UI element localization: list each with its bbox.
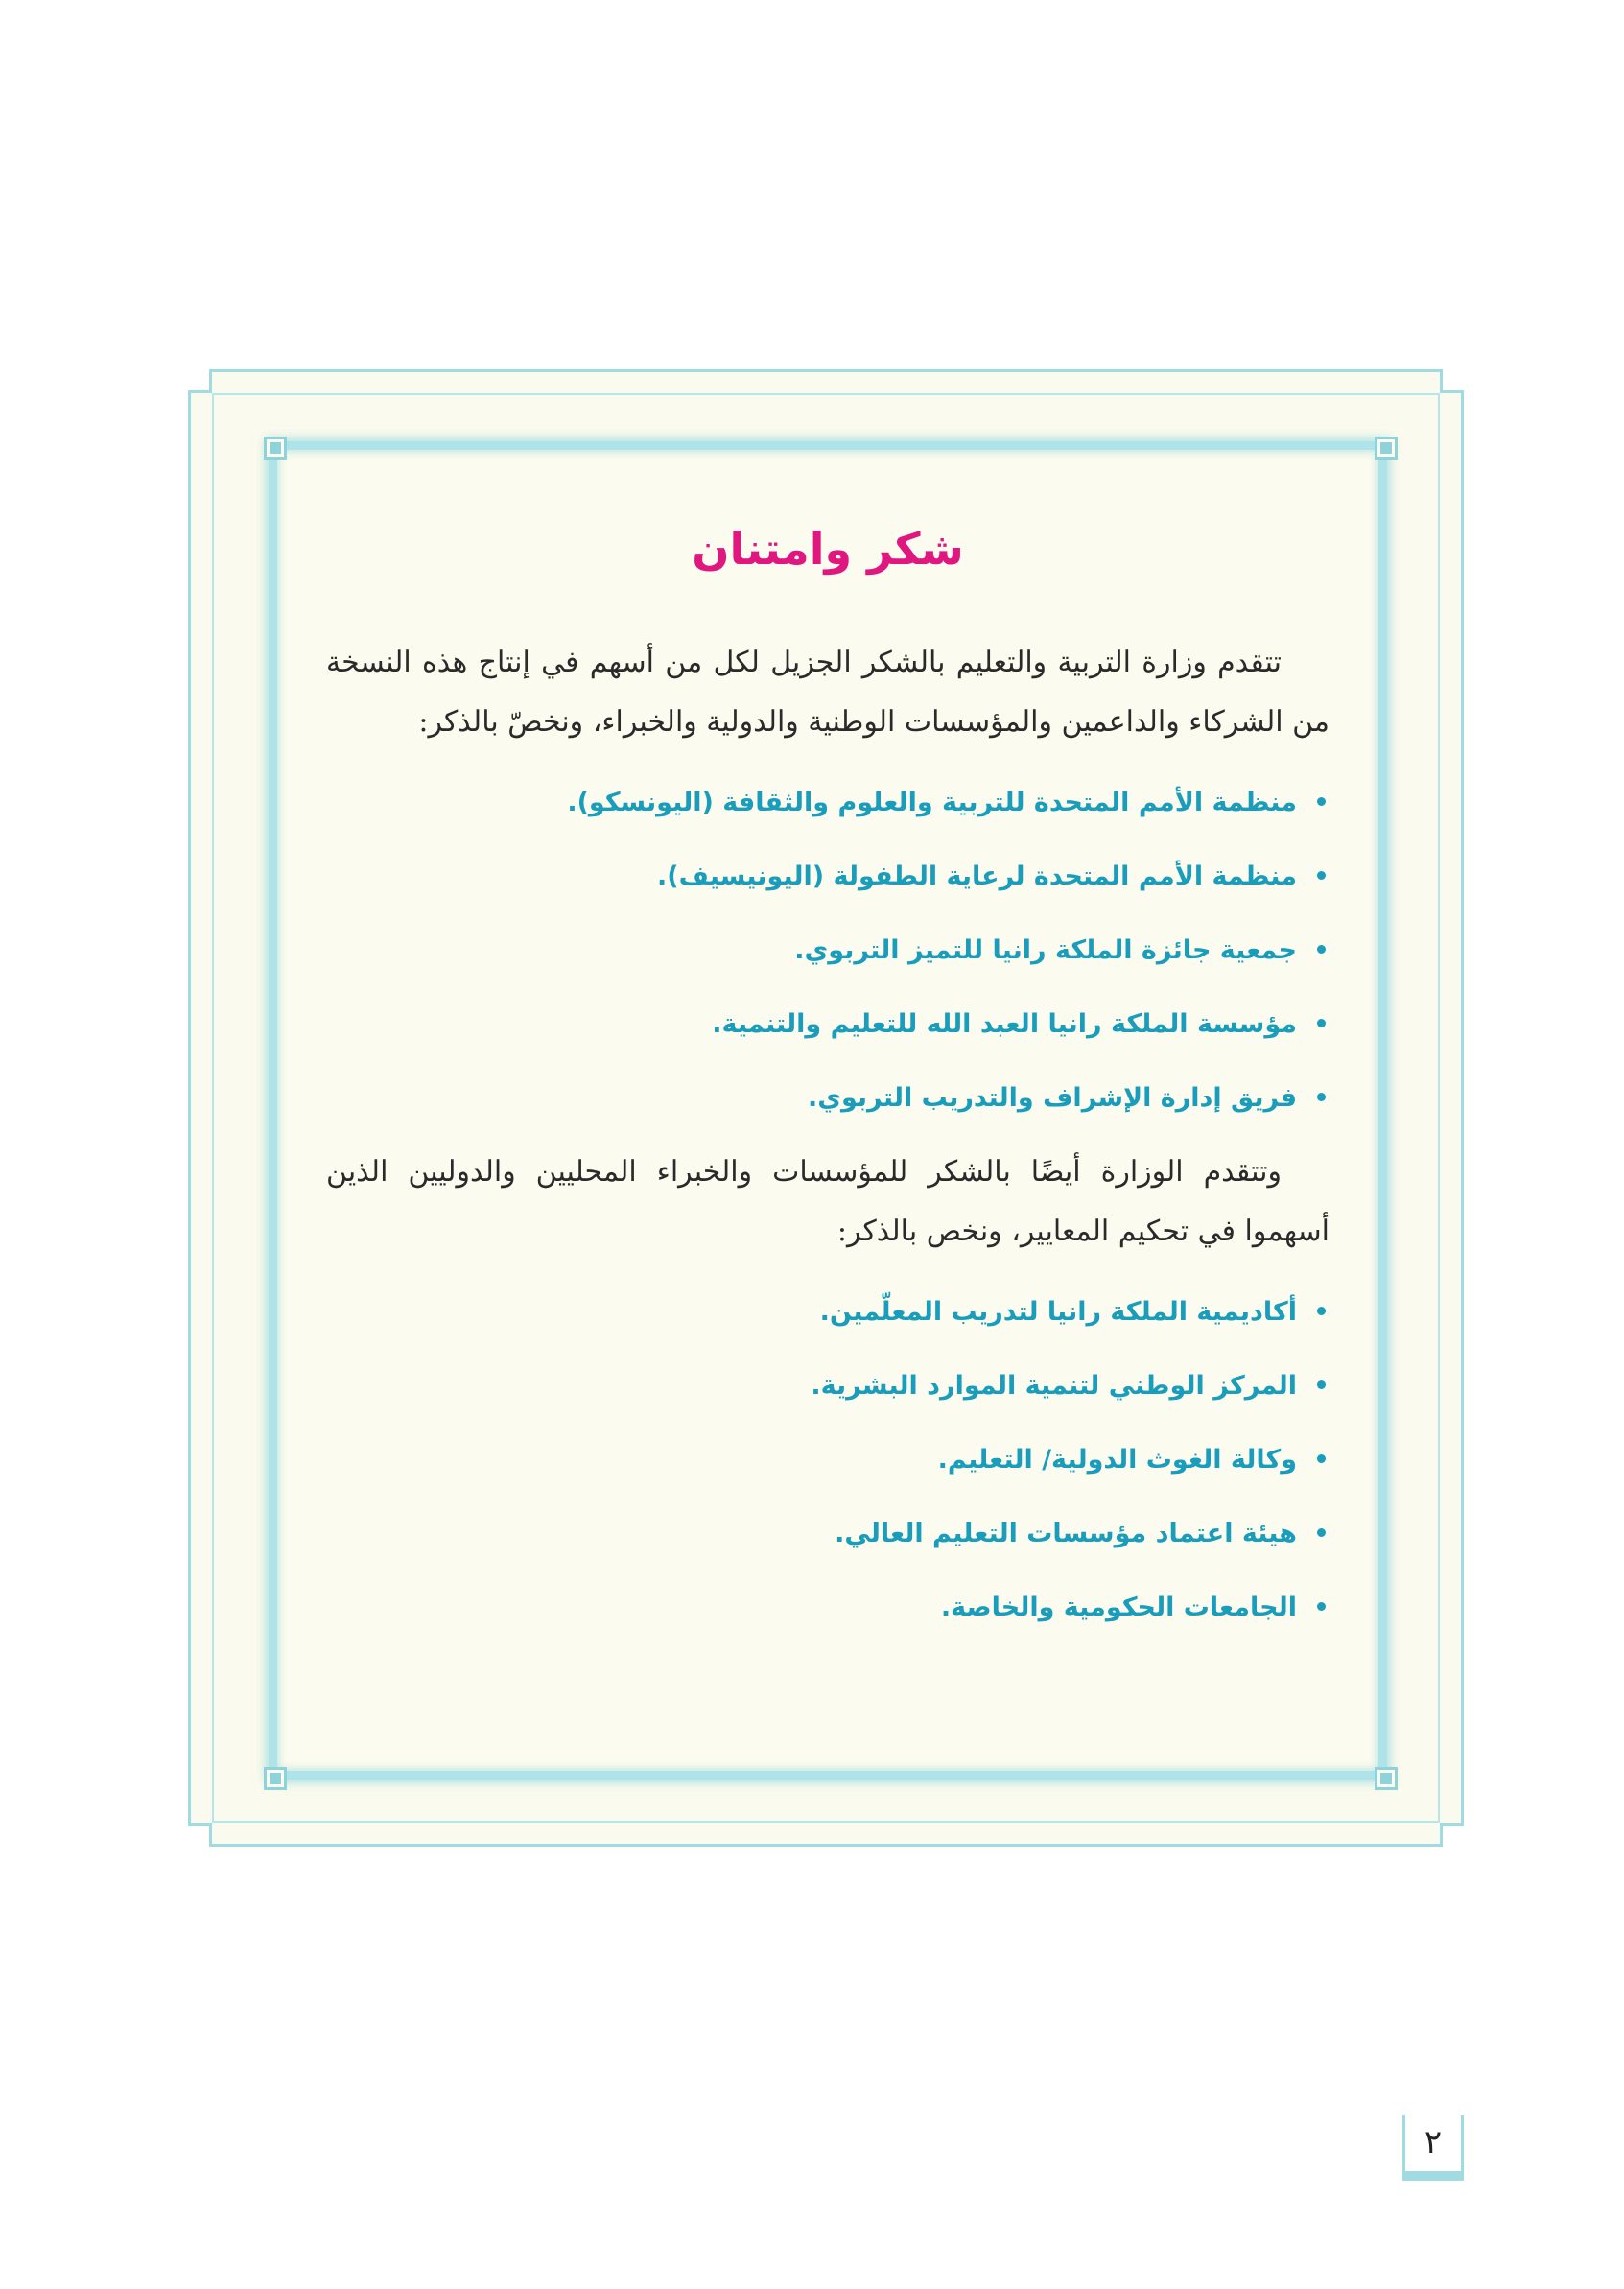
list-item-text: هيئة اعتماد مؤسسات التعليم العالي.	[835, 1519, 1297, 1548]
list-item	[326, 1061, 1330, 1135]
page-number: ٢	[1402, 2115, 1464, 2181]
second-paragraph: وتتقدم الوزارة أيضًا بالشكر للمؤسسات والخبراء المحليين والدوليين الذين أسهموا في تحكيم المعايير، ونخص بالذكر:	[326, 1155, 1330, 1248]
list-item-text: وكالة الغوث الدولية/ التعليم.	[937, 1445, 1297, 1475]
bullet-icon	[1317, 797, 1326, 806]
list-item	[326, 1497, 1330, 1570]
list-item-text: الجامعات الحكومية والخاصة.	[940, 1593, 1297, 1622]
bullet-icon	[1317, 1093, 1326, 1101]
bullet-icon	[1317, 945, 1326, 954]
list-item-text: منظمة الأمم المتحدة لرعاية الطفولة (اليونيسيف).	[657, 861, 1297, 891]
list-item-text: جمعية جائزة الملكة رانيا للتميز التربوي.	[794, 935, 1297, 965]
list-item	[326, 1423, 1330, 1497]
partners-list	[326, 766, 1330, 1135]
list-item-text: أكاديمية الملكة رانيا لتدريب المعلّمين.	[819, 1297, 1297, 1327]
corner-ornament-icon	[253, 1757, 292, 1795]
list-item-text: المركز الوطني لتنمية الموارد البشرية.	[811, 1371, 1297, 1401]
frame-corner-top-right	[1440, 369, 1464, 393]
bullet-icon	[1317, 1380, 1326, 1389]
bullet-icon	[1317, 1019, 1326, 1027]
list-item-text: مؤسسة الملكة رانيا العبد الله للتعليم والتنمية.	[712, 1009, 1297, 1039]
bullet-icon	[1317, 1307, 1326, 1315]
corner-ornament-icon	[1364, 1757, 1402, 1795]
list-item	[326, 1349, 1330, 1423]
list-item	[326, 1570, 1330, 1644]
bullet-icon	[1317, 1602, 1326, 1611]
reviewers-list	[326, 1275, 1330, 1644]
page-title: شكر وامتنان	[692, 523, 964, 575]
intro-paragraph: تتقدم وزارة التربية والتعليم بالشكر الجزيل لكل من أسهم في إنتاج هذه النسخة من الشركاء والداعمين والمؤسسات الوطنية والدولية والخبراء، ونخصّ بالذكر:	[326, 646, 1330, 739]
corner-ornament-icon	[1364, 426, 1402, 464]
list-item	[326, 766, 1330, 839]
list-item	[326, 913, 1330, 987]
frame-corner-bottom-right	[1440, 1823, 1464, 1847]
frame-corner-bottom-left	[188, 1823, 212, 1847]
bullet-icon	[1317, 1454, 1326, 1463]
acknowledgement-content	[326, 499, 1330, 1652]
list-item	[326, 987, 1330, 1061]
bullet-icon	[1317, 1528, 1326, 1537]
list-item-text: منظمة الأمم المتحدة للتربية والعلوم والثقافة (اليونسكو).	[567, 788, 1297, 817]
list-item-text: فريق إدارة الإشراف والتدريب التربوي.	[807, 1083, 1297, 1113]
list-item	[326, 839, 1330, 913]
corner-ornament-icon	[253, 426, 292, 464]
list-item	[326, 1275, 1330, 1349]
bullet-icon	[1317, 871, 1326, 880]
frame-corner-top-left	[188, 369, 212, 393]
